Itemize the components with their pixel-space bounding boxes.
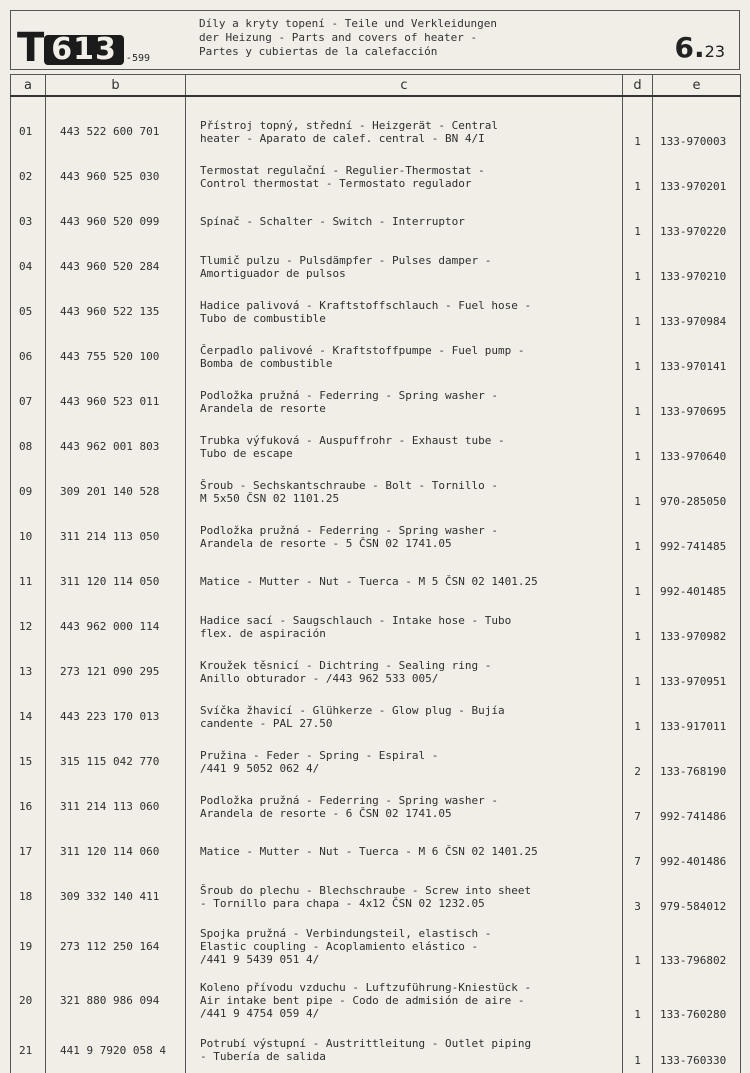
item-number: 02 — [11, 154, 46, 199]
item-number: 04 — [11, 244, 46, 289]
order-code: 133-768190 — [653, 739, 741, 784]
part-number: 443 960 525 030 — [46, 154, 186, 199]
table-spacer-row — [11, 96, 741, 109]
quantity: 3 — [623, 874, 653, 919]
page-header — [10, 10, 740, 70]
item-number: 14 — [11, 694, 46, 739]
part-description: Čerpadlo palivové - Kraftstoffpumpe - Fuel pump - Bomba de combustible — [186, 334, 623, 379]
order-code: 992-401485 — [653, 559, 741, 604]
quantity: 7 — [623, 784, 653, 829]
part-description: Tlumič pulzu - Pulsdämpfer - Pulses damper - Amortiguador de pulsos — [186, 244, 623, 289]
part-description: Podložka pružná - Federring - Spring washer - Arandela de resorte - 5 ČSN 02 1741.05 — [186, 514, 623, 559]
table-row — [11, 109, 741, 154]
table-row — [11, 559, 741, 604]
quantity: 1 — [623, 109, 653, 154]
table-row — [11, 469, 741, 514]
logo-letter: T — [17, 25, 43, 71]
table-row — [11, 199, 741, 244]
table-row — [11, 919, 741, 973]
logo-model: 613 — [44, 35, 124, 65]
part-number: 311 214 113 050 — [46, 514, 186, 559]
order-code: 979-584012 — [653, 874, 741, 919]
table-row — [11, 244, 741, 289]
section-title-line: Díly a kryty topení - Teile und Verkleidungen — [199, 17, 498, 30]
order-code: 133-970984 — [653, 289, 741, 334]
quantity: 1 — [623, 469, 653, 514]
part-description: Šroub do plechu - Blechschraube - Screw into sheet - Tornillo para chapa - 4x12 ČSN 02 1232.05 — [186, 874, 623, 919]
item-number: 10 — [11, 514, 46, 559]
part-number: 315 115 042 770 — [46, 739, 186, 784]
part-description: Svíčka žhavicí - Glühkerze - Glow plug - Bujía candente - PAL 27.50 — [186, 694, 623, 739]
column-header-b: b — [46, 75, 186, 97]
order-code: 992-741486 — [653, 784, 741, 829]
quantity: 1 — [623, 154, 653, 199]
section-title-line: der Heizung - Parts and covers of heater - — [199, 31, 478, 44]
order-code: 133-970982 — [653, 604, 741, 649]
section-title — [199, 17, 639, 59]
order-code: 133-917011 — [653, 694, 741, 739]
quantity: 1 — [623, 1027, 653, 1073]
item-number: 18 — [11, 874, 46, 919]
part-number: 441 9 7920 058 4 — [46, 1027, 186, 1073]
part-description: Termostat regulační - Regulier-Thermostat - Control thermostat - Termostato regulador — [186, 154, 623, 199]
order-code: 133-970003 — [653, 109, 741, 154]
table-row — [11, 334, 741, 379]
quantity: 7 — [623, 829, 653, 874]
part-number: 443 962 000 114 — [46, 604, 186, 649]
quantity: 1 — [623, 604, 653, 649]
part-number: 443 960 520 099 — [46, 199, 186, 244]
table-row — [11, 424, 741, 469]
quantity: 1 — [623, 919, 653, 973]
part-number: 273 121 090 295 — [46, 649, 186, 694]
quantity: 1 — [623, 973, 653, 1027]
quantity: 1 — [623, 649, 653, 694]
quantity: 1 — [623, 199, 653, 244]
order-code: 133-970640 — [653, 424, 741, 469]
quantity: 1 — [623, 289, 653, 334]
order-code: 133-970951 — [653, 649, 741, 694]
order-code: 133-970210 — [653, 244, 741, 289]
section-title-line: Partes y cubiertas de la calefacción — [199, 45, 438, 58]
part-description: Matice - Mutter - Nut - Tuerca - M 5 ČSN 02 1401.25 — [186, 559, 623, 604]
order-code: 133-970220 — [653, 199, 741, 244]
table-row — [11, 514, 741, 559]
t613-logo — [17, 25, 151, 71]
part-description: Trubka výfuková - Auspuffrohr - Exhaust tube - Tubo de escape — [186, 424, 623, 469]
order-code: 133-970695 — [653, 379, 741, 424]
part-description: Kroužek těsnicí - Dichtring - Sealing ring - Anillo obturador - /443 962 533 005/ — [186, 649, 623, 694]
table-row — [11, 154, 741, 199]
item-number: 15 — [11, 739, 46, 784]
part-description: Přístroj topný, střední - Heizgerät - Central heater - Aparato de calef. central - BN 4/I — [186, 109, 623, 154]
part-description: Šroub - Sechskantschraube - Bolt - Tornillo - M 5x50 ČSN 02 1101.25 — [186, 469, 623, 514]
part-number: 273 112 250 164 — [46, 919, 186, 973]
table-row — [11, 379, 741, 424]
part-number: 443 223 170 013 — [46, 694, 186, 739]
quantity: 2 — [623, 739, 653, 784]
parts-table-body — [11, 96, 741, 1073]
table-row — [11, 649, 741, 694]
sheet-number-main: 6. — [674, 31, 705, 64]
column-header-a: a — [11, 75, 46, 97]
item-number: 17 — [11, 829, 46, 874]
order-code: 133-970201 — [653, 154, 741, 199]
part-description: Koleno přívodu vzduchu - Luftzuführung-Kniestück - Air intake bent pipe - Codo de admisión de aire - /441 9 4754 059 4/ — [186, 973, 623, 1027]
table-header-row — [11, 75, 741, 97]
item-number: 03 — [11, 199, 46, 244]
part-number: 309 201 140 528 — [46, 469, 186, 514]
quantity: 1 — [623, 559, 653, 604]
part-description: Hadice palivová - Kraftstoffschlauch - Fuel hose - Tubo de combustible — [186, 289, 623, 334]
part-description: Potrubí výstupní - Austrittleitung - Outlet piping - Tubería de salida — [186, 1027, 623, 1073]
part-number: 321 880 986 094 — [46, 973, 186, 1027]
item-number: 12 — [11, 604, 46, 649]
quantity: 1 — [623, 244, 653, 289]
table-row — [11, 739, 741, 784]
item-number: 07 — [11, 379, 46, 424]
item-number: 05 — [11, 289, 46, 334]
table-row — [11, 784, 741, 829]
order-code: 970-285050 — [653, 469, 741, 514]
order-code: 133-760280 — [653, 973, 741, 1027]
part-number: 311 214 113 060 — [46, 784, 186, 829]
sheet-number-sub: 23 — [704, 42, 725, 61]
order-code: 133-760330 — [653, 1027, 741, 1073]
column-header-e: e — [653, 75, 741, 97]
item-number: 06 — [11, 334, 46, 379]
table-row — [11, 289, 741, 334]
item-number: 01 — [11, 109, 46, 154]
table-row — [11, 1027, 741, 1073]
part-description: Podložka pružná - Federring - Spring washer - Arandela de resorte - 6 ČSN 02 1741.05 — [186, 784, 623, 829]
table-row — [11, 973, 741, 1027]
sheet-number — [675, 33, 725, 67]
part-description: Pružina - Feder - Spring - Espiral - /441 9 5052 062 4/ — [186, 739, 623, 784]
table-row — [11, 694, 741, 739]
table-row — [11, 874, 741, 919]
parts-table — [10, 74, 741, 1073]
item-number: 20 — [11, 973, 46, 1027]
order-code: 992-401486 — [653, 829, 741, 874]
order-code: 992-741485 — [653, 514, 741, 559]
table-row — [11, 829, 741, 874]
column-header-c: c — [186, 75, 623, 97]
column-header-d: d — [623, 75, 653, 97]
part-description: Podložka pružná - Federring - Spring washer - Arandela de resorte — [186, 379, 623, 424]
part-number: 443 962 001 803 — [46, 424, 186, 469]
order-code: 133-796802 — [653, 919, 741, 973]
part-number: 443 960 523 011 — [46, 379, 186, 424]
item-number: 11 — [11, 559, 46, 604]
logo-suffix: -599 — [125, 53, 151, 64]
item-number: 16 — [11, 784, 46, 829]
item-number: 21 — [11, 1027, 46, 1073]
order-code: 133-970141 — [653, 334, 741, 379]
quantity: 1 — [623, 334, 653, 379]
item-number: 09 — [11, 469, 46, 514]
quantity: 1 — [623, 694, 653, 739]
part-number: 443 755 520 100 — [46, 334, 186, 379]
part-description: Spojka pružná - Verbindungsteil, elastisch - Elastic coupling - Acoplamiento elástico - /441 9 5439 051 4/ — [186, 919, 623, 973]
item-number: 08 — [11, 424, 46, 469]
part-description: Matice - Mutter - Nut - Tuerca - M 6 ČSN 02 1401.25 — [186, 829, 623, 874]
quantity: 1 — [623, 379, 653, 424]
item-number: 13 — [11, 649, 46, 694]
part-number: 311 120 114 060 — [46, 829, 186, 874]
part-description: Spínač - Schalter - Switch - Interruptor — [186, 199, 623, 244]
part-number: 443 960 520 284 — [46, 244, 186, 289]
table-row — [11, 604, 741, 649]
part-number: 443 522 600 701 — [46, 109, 186, 154]
part-description: Hadice sací - Saugschlauch - Intake hose - Tubo flex. de aspiración — [186, 604, 623, 649]
part-number: 443 960 522 135 — [46, 289, 186, 334]
part-number: 309 332 140 411 — [46, 874, 186, 919]
part-number: 311 120 114 050 — [46, 559, 186, 604]
item-number: 19 — [11, 919, 46, 973]
quantity: 1 — [623, 424, 653, 469]
quantity: 1 — [623, 514, 653, 559]
